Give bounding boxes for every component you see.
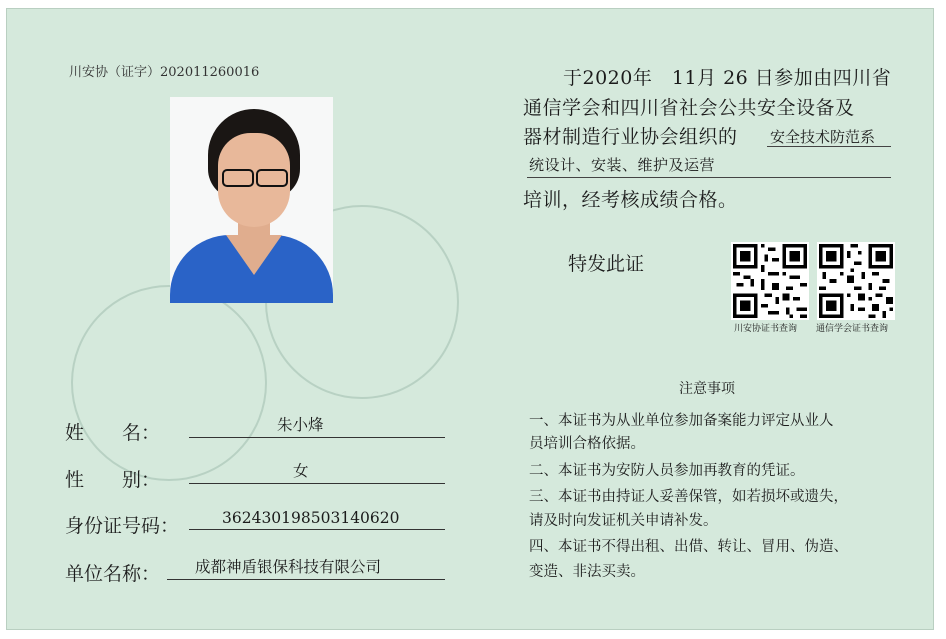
- note-line: 变造、非法买卖。: [529, 564, 645, 580]
- unit-name-value: 成都神盾银保科技有限公司: [195, 558, 382, 576]
- name-value: 朱小烽: [277, 416, 324, 434]
- qr-caption-2: 通信学会证书查询: [816, 324, 889, 334]
- certificate-number: 川安协（证字）202011260016: [69, 65, 260, 80]
- gender-label: 性 别：: [65, 469, 161, 491]
- note-line: 一、本证书为从业单位参加备案能力评定从业人: [529, 413, 834, 429]
- statement-line-1: 于2020年 11月 26 日参加由四川省: [563, 67, 892, 89]
- name-underline: [189, 437, 445, 438]
- qr-caption-1: 川安协证书查询: [734, 324, 798, 334]
- notes-title: 注意事项: [679, 381, 735, 397]
- course-name-part-1: 安全技术防范系: [770, 128, 876, 146]
- course-underline-1: [767, 146, 891, 147]
- name-label: 姓 名：: [65, 422, 161, 444]
- course-name-part-2: 统设计、安装、维护及运营: [529, 156, 716, 174]
- qr-code-icon[interactable]: [817, 242, 895, 320]
- gender-underline: [189, 483, 445, 484]
- statement-line-2: 通信学会和四川省社会公共安全设备及: [523, 97, 855, 119]
- statement-line-5: 培训，经考核成绩合格。: [523, 189, 738, 211]
- statement-line-3: 器材制造行业协会组织的: [523, 126, 738, 148]
- note-line: 员培训合格依据。: [529, 436, 645, 452]
- unit-name-underline: [167, 579, 445, 580]
- photo-glasses-left: [222, 169, 254, 187]
- id-number-value: 362430198503140620: [222, 509, 400, 527]
- holder-photo: [170, 97, 333, 303]
- gender-value: 女: [293, 462, 309, 480]
- course-underline-2: [527, 177, 891, 178]
- note-line: 三、本证书由持证人妥善保管，如若损坏或遗失，: [529, 489, 848, 505]
- certificate-card: [6, 8, 934, 630]
- note-line: 四、本证书不得出租、出借、转让、冒用、伪造、: [529, 539, 848, 555]
- photo-glasses-right: [256, 169, 288, 187]
- embossed-seal-left: [71, 285, 267, 481]
- id-number-label: 身份证号码：: [65, 515, 180, 537]
- qr-code-icon[interactable]: [731, 242, 809, 320]
- unit-name-label: 单位名称：: [65, 563, 161, 585]
- note-line: 请及时向发证机关申请补发。: [529, 513, 718, 529]
- id-number-underline: [189, 529, 445, 530]
- issue-text: 特发此证: [568, 253, 645, 275]
- note-line: 二、本证书为安防人员参加再教育的凭证。: [529, 463, 805, 479]
